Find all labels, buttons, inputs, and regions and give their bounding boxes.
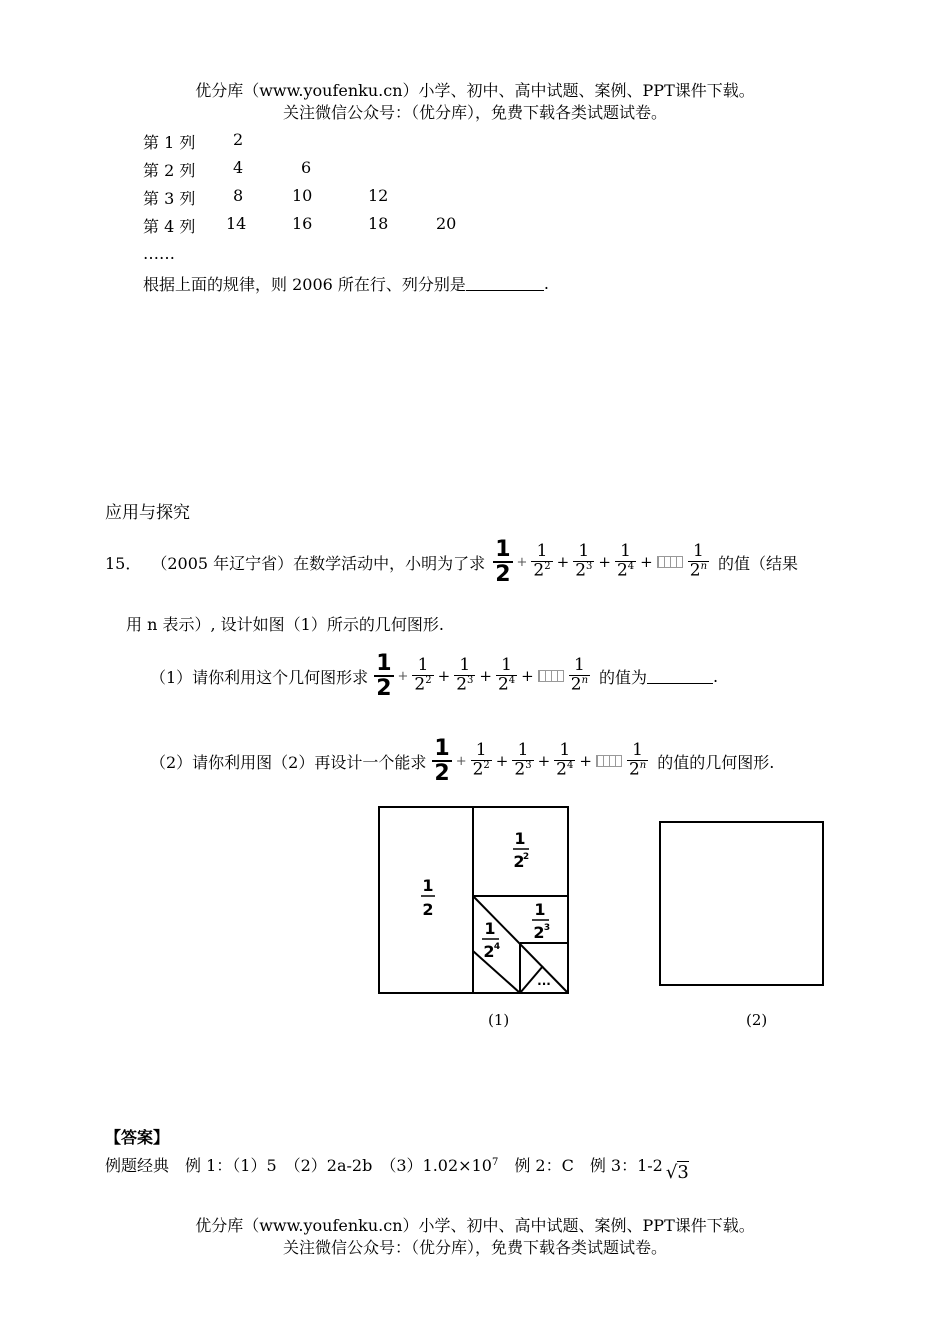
problem-intro-end: 的值（结果 (718, 553, 799, 573)
header-line-2: 关注微信公众号：（优分库），免费下载各类试题试卷。 (282, 103, 667, 122)
fraction-1-over-2-squared: $\frac{1}{2^2}$ (533, 541, 551, 581)
ellipsis-glyph (538, 670, 564, 682)
label-half-den: 2 (422, 900, 434, 919)
cell: 20 (436, 214, 457, 233)
plus: + (556, 553, 570, 572)
fraction-1-over-2-n: $\frac{1}{2^n}$ (628, 740, 647, 780)
cell: 16 (292, 214, 313, 233)
fraction-1-over-2-fourth: $\frac{1}{2^4}$ (556, 740, 574, 780)
figure-2-square (660, 822, 823, 985)
question-1 (150, 652, 718, 700)
plus: + (397, 668, 409, 684)
figure-1-small-diagonal (473, 951, 520, 993)
fraction-half: $\frac{1}{2}$ (376, 651, 392, 702)
sqrt-symbol: √3 (665, 1162, 689, 1183)
label-quarter-num: 1 (514, 829, 526, 848)
row-label: 第 1 列 (143, 133, 196, 152)
answer-text: 例题经典 例 1：（1）5 （2）2a-2b （3）1.02×10 (105, 1156, 492, 1175)
plus: + (640, 553, 653, 572)
cell: 2 (233, 130, 244, 149)
fraction-1-over-2-cubed: $\frac{1}{2^3}$ (514, 740, 532, 780)
answer-title: 【答案】 (105, 1128, 170, 1147)
cell: 14 (226, 214, 247, 233)
plus: + (537, 752, 551, 771)
header-line-1: 优分库（www.youfenku.cn）小学、初中、高中试题、案例、PPT课件下载。 (195, 81, 755, 100)
plus: + (521, 667, 534, 686)
answer-blank (647, 669, 713, 684)
sequence-question (143, 272, 549, 295)
figure-2-caption: (2) (746, 1011, 768, 1029)
label-eighth-num: 1 (534, 900, 546, 919)
q1-end: . (713, 666, 719, 686)
cell: 8 (233, 186, 244, 205)
cell: 10 (292, 186, 313, 205)
question-text: 根据上面的规律，则 2006 所在行、列分别是 (143, 275, 466, 294)
ellipsis: …… (143, 244, 175, 263)
cell: 12 (368, 186, 389, 205)
figure-1-caption: (1) (488, 1011, 510, 1029)
answer-line (105, 1153, 689, 1183)
q2-prefix: （2）请你利用图（2）再设计一个能求 (150, 752, 427, 772)
ellipsis-glyph (596, 755, 622, 767)
question-2 (150, 737, 774, 785)
q2-suffix: 的值的几何图形. (657, 752, 775, 772)
label-sixteenth-den: 2 (483, 942, 495, 961)
cell: 18 (368, 214, 389, 233)
label-eighth-exp: 3 (543, 923, 551, 933)
plus: + (479, 667, 492, 686)
row-label: 第 2 列 (143, 161, 196, 180)
fraction-1-over-2-n: $\frac{1}{2^n}$ (689, 541, 708, 581)
fraction-1-over-2-squared: $\frac{1}{2^2}$ (472, 740, 490, 780)
row-label: 第 4 列 (143, 217, 196, 236)
label-quarter-exp: 2 (522, 852, 530, 862)
fraction-1-over-2-n: $\frac{1}{2^n}$ (570, 655, 589, 695)
figure-1 (375, 803, 575, 999)
row-label: 第 3 列 (143, 189, 196, 208)
ellipsis-glyph (657, 556, 683, 568)
fraction-1-over-2-squared: $\frac{1}{2^2}$ (414, 655, 432, 695)
fraction-half: $\frac{1}{2}$ (495, 537, 511, 588)
answer-text-rest: 例 2：C 例 3：1-2 (498, 1156, 663, 1175)
plus: + (437, 667, 451, 686)
fraction-1-over-2-fourth: $\frac{1}{2^4}$ (616, 541, 635, 581)
cell: 6 (301, 158, 312, 177)
answer-blank (466, 276, 544, 291)
q1-prefix: （1）请你利用这个几何图形求 (150, 667, 369, 687)
plus: + (598, 553, 611, 572)
plus: + (455, 753, 467, 769)
plus: + (579, 752, 592, 771)
figure-2 (657, 819, 827, 989)
label-quarter-den: 2 (513, 852, 525, 871)
plus: + (516, 554, 528, 570)
footer-line-1: 优分库（www.youfenku.cn）小学、初中、高中试题、案例、PPT课件下载。 (195, 1216, 755, 1235)
fraction-half: $\frac{1}{2}$ (434, 736, 450, 787)
problem-15-line-2: 用 n 表示）, 设计如图（1）所示的几何图形. (126, 615, 444, 634)
label-dots: ... (537, 974, 551, 988)
problem-intro: （2005 年辽宁省）在数学活动中，小明为了求 (151, 553, 486, 573)
label-sixteenth-num: 1 (484, 919, 496, 938)
question-end: . (543, 274, 549, 293)
cell: 4 (233, 158, 244, 177)
footer-line-2: 关注微信公众号：（优分库），免费下载各类试题试卷。 (282, 1238, 667, 1257)
label-sixteenth-exp: 4 (493, 942, 501, 952)
q1-suffix: 的值为 (599, 667, 648, 687)
section-title: 应用与探究 (105, 503, 190, 523)
answer-exponent: 7 (491, 1157, 499, 1168)
label-half-num: 1 (422, 876, 434, 895)
label-eighth-den: 2 (533, 923, 545, 942)
problem-15-line-1 (105, 538, 798, 586)
plus: + (495, 752, 509, 771)
problem-number: 15． (105, 553, 142, 573)
fraction-1-over-2-cubed: $\frac{1}{2^3}$ (456, 655, 474, 695)
fraction-1-over-2-cubed: $\frac{1}{2^3}$ (575, 541, 593, 581)
fraction-1-over-2-fourth: $\frac{1}{2^4}$ (497, 655, 516, 695)
